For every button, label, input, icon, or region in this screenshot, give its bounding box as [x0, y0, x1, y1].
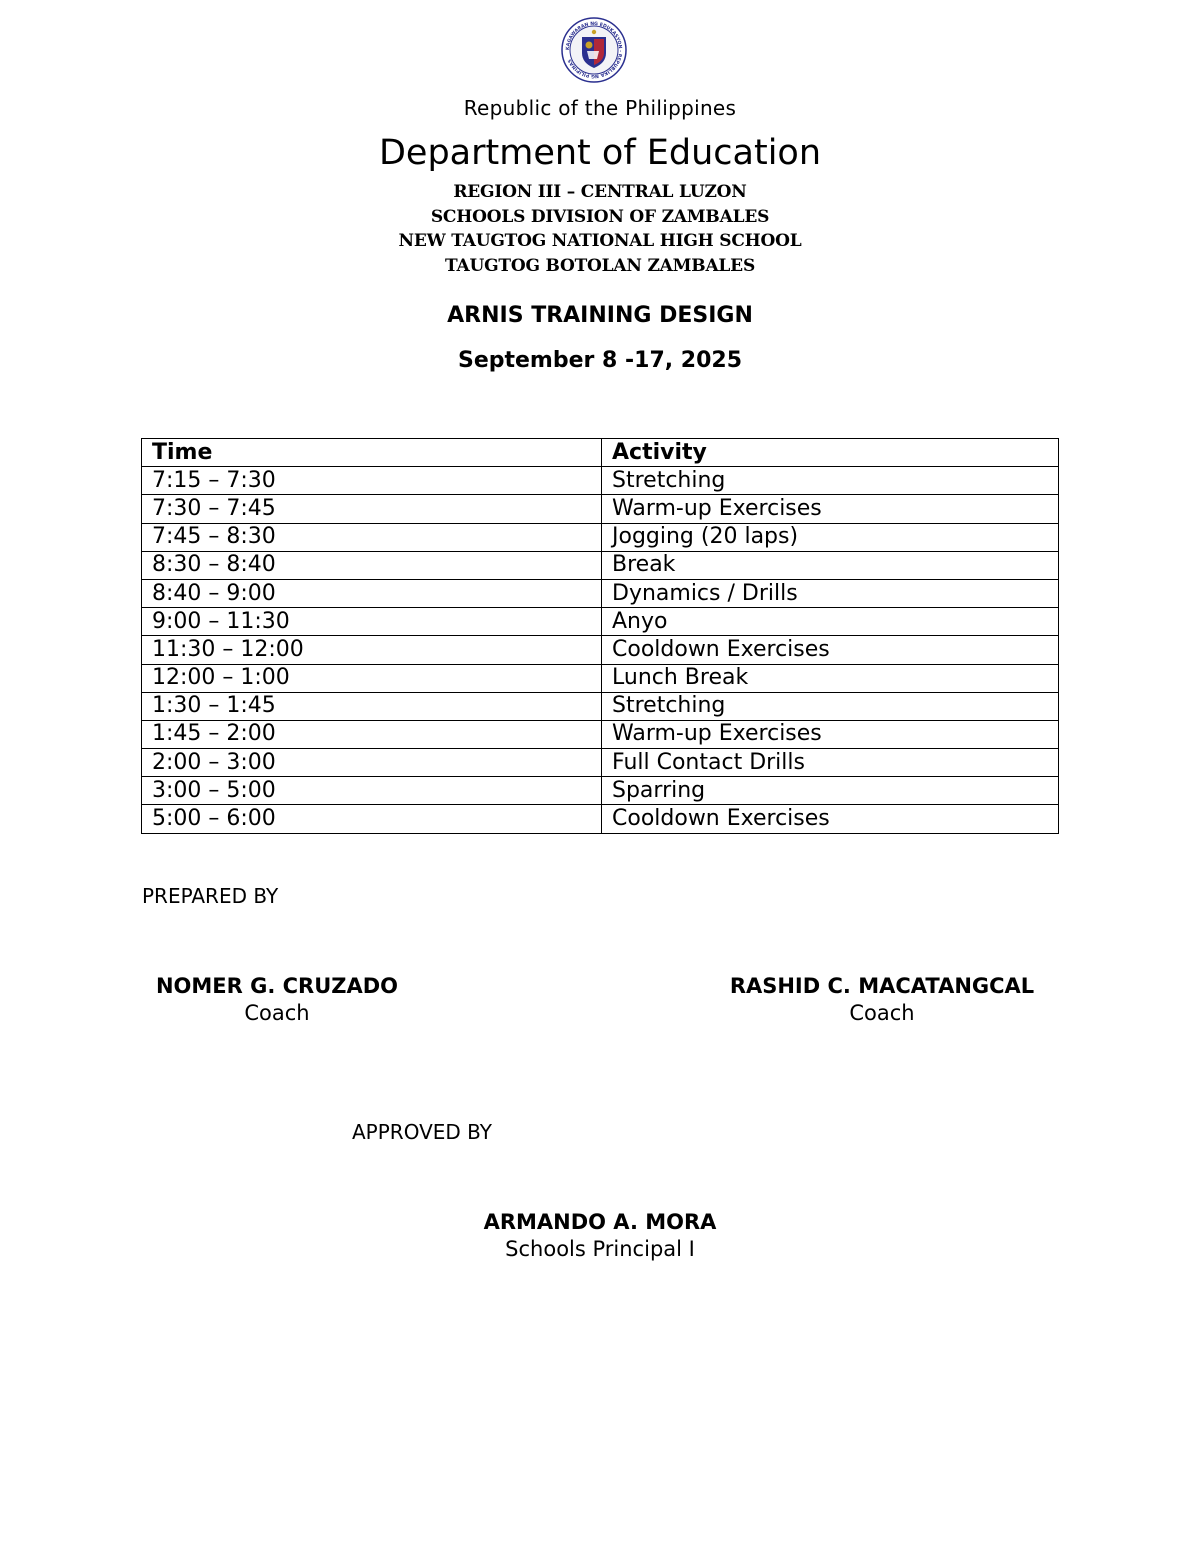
table-row	[142, 608, 1059, 636]
time-cell: 12:00 – 1:00	[142, 664, 602, 692]
table-row	[142, 777, 1059, 805]
activity-cell: Jogging (20 laps)	[602, 523, 1059, 551]
column-header-activity: Activity	[602, 439, 1059, 467]
table-header-row	[142, 439, 1059, 467]
activity-cell: Warm-up Exercises	[602, 495, 1059, 523]
approved-by-label: APPROVED BY	[352, 1120, 493, 1144]
time-cell: 2:00 – 3:00	[142, 749, 602, 777]
approver-role: Schools Principal I	[505, 1237, 695, 1261]
time-cell: 7:45 – 8:30	[142, 523, 602, 551]
approver-signature	[400, 1210, 800, 1261]
preparer-role: Coach	[849, 1001, 915, 1025]
document-title: ARNIS TRAINING DESIGN	[447, 303, 753, 328]
school-address-line: TAUGTOG BOTOLAN ZAMBALES	[444, 255, 756, 276]
table-row	[142, 467, 1059, 495]
activity-cell: Stretching	[602, 467, 1059, 495]
document-date: September 8 -17, 2025	[457, 348, 742, 373]
time-cell: 7:15 – 7:30	[142, 467, 602, 495]
table-row	[142, 692, 1059, 720]
svg-text:KAGAWARAN NG EDUKASYON · REPUB: KAGAWARAN NG EDUKASYON · REPUBLIKA NG PILIPINAS	[565, 21, 623, 79]
activity-cell: Warm-up Exercises	[602, 720, 1059, 748]
activity-cell: Cooldown Exercises	[602, 636, 1059, 664]
table-row	[142, 495, 1059, 523]
office-address-block	[0, 180, 1200, 278]
time-cell: 3:00 – 5:00	[142, 777, 602, 805]
time-cell: 5:00 – 6:00	[142, 805, 602, 833]
table-row	[142, 749, 1059, 777]
activity-cell: Sparring	[602, 777, 1059, 805]
activity-cell: Cooldown Exercises	[602, 805, 1059, 833]
activity-cell: Stretching	[602, 692, 1059, 720]
approver-name: ARMANDO A. MORA	[483, 1210, 717, 1234]
time-cell: 7:30 – 7:45	[142, 495, 602, 523]
table-row	[142, 579, 1059, 607]
table-row	[142, 664, 1059, 692]
prepared-by-label: PREPARED BY	[142, 884, 279, 908]
time-cell: 8:40 – 9:00	[142, 579, 602, 607]
deped-seal-logo	[561, 17, 627, 83]
table-row	[142, 805, 1059, 833]
table-row	[142, 720, 1059, 748]
time-cell: 11:30 – 12:00	[142, 636, 602, 664]
division-line: SCHOOLS DIVISION OF ZAMBALES	[430, 206, 770, 227]
preparer-role: Coach	[244, 1001, 310, 1025]
activity-cell: Break	[602, 551, 1059, 579]
activity-cell: Lunch Break	[602, 664, 1059, 692]
republic-line: Republic of the Philippines	[463, 96, 737, 120]
time-cell: 8:30 – 8:40	[142, 551, 602, 579]
table-row	[142, 523, 1059, 551]
time-cell: 1:45 – 2:00	[142, 720, 602, 748]
preparer-signature-2	[704, 974, 1060, 1025]
schedule-table	[141, 438, 1059, 834]
activity-cell: Full Contact Drills	[602, 749, 1059, 777]
preparer-signature-1	[142, 974, 412, 1025]
time-cell: 1:30 – 1:45	[142, 692, 602, 720]
table-row	[142, 636, 1059, 664]
column-header-time: Time	[142, 439, 602, 467]
time-cell: 9:00 – 11:30	[142, 608, 602, 636]
preparer-name: NOMER G. CRUZADO	[155, 974, 399, 998]
preparer-name: RASHID C. MACATANGCAL	[729, 974, 1035, 998]
table-row	[142, 551, 1059, 579]
activity-cell: Anyo	[602, 608, 1059, 636]
region-line: REGION III – CENTRAL LUZON	[453, 182, 747, 202]
activity-cell: Dynamics / Drills	[602, 579, 1059, 607]
school-name-line: NEW TAUGTOG NATIONAL HIGH SCHOOL	[398, 231, 802, 251]
department-name: Department of Education	[378, 133, 822, 173]
